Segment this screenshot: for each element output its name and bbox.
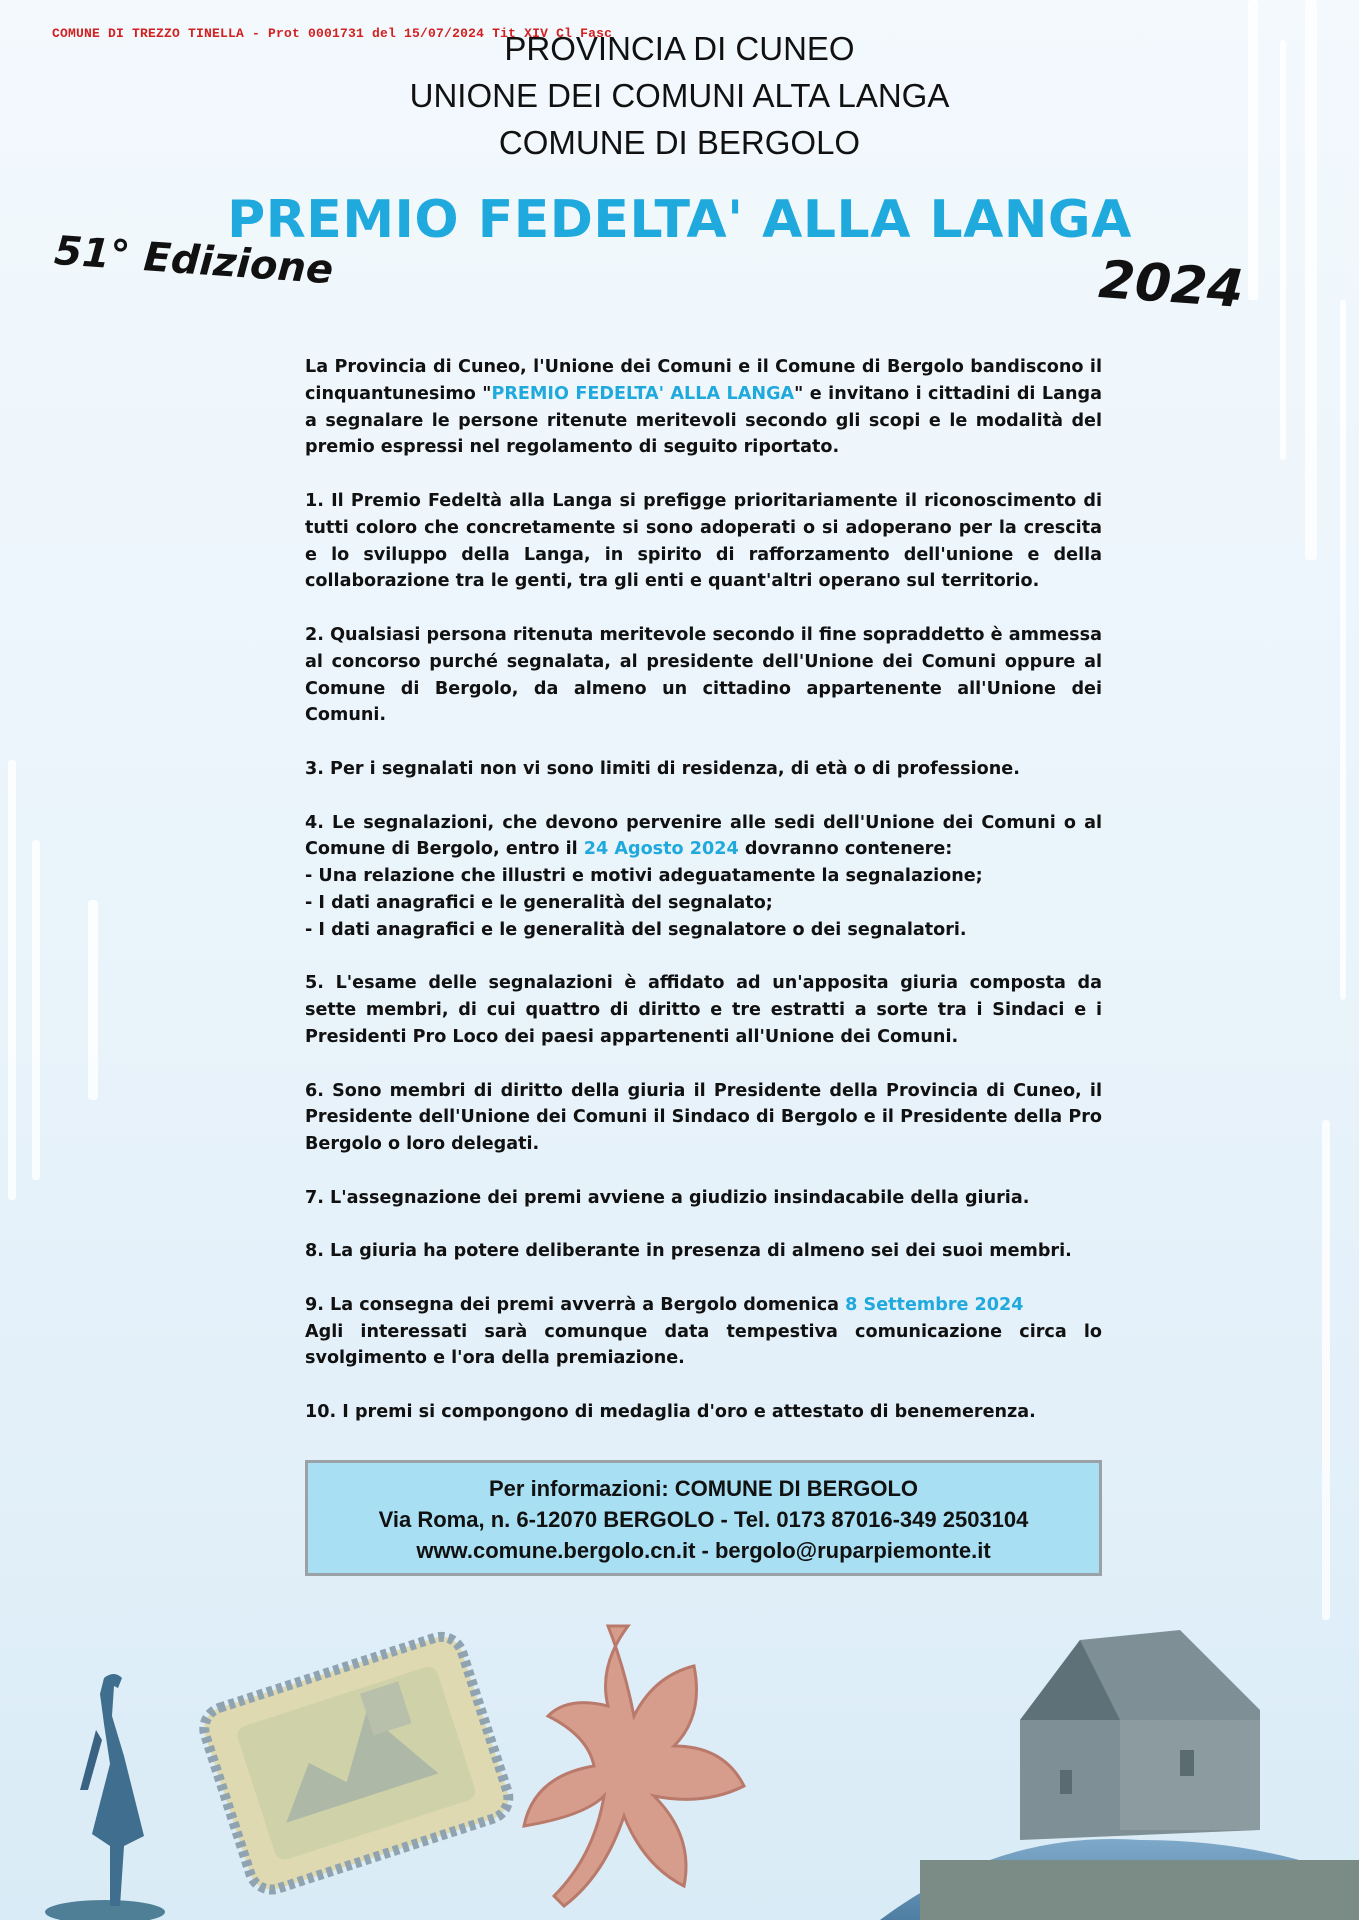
header-municipality: COMUNE DI BERGOLO (498, 124, 861, 161)
rule-9-date: 8 Settembre 2024 (845, 1294, 1024, 1315)
header-province: PROVINCIA DI CUNEO (504, 30, 855, 67)
intro-paragraph (305, 354, 1102, 461)
page-title: PREMIO FEDELTA' ALLA LANGA (227, 190, 1132, 250)
decorative-streak (1340, 300, 1346, 1000)
decorative-streak (88, 900, 98, 1100)
rule-4-item: - Una relazione che illustri e motivi adeguatamente la segnalazione; (305, 866, 983, 887)
rule-4-item: - I dati anagrafici e le generalità del segnalatore o dei segnalatori. (305, 919, 967, 940)
rule-4-item: - I dati anagrafici e le generalità del segnalato; (305, 892, 773, 913)
rule-3: 3. Per i segnalati non vi sono limiti di residenza, di età o di professione. (305, 758, 1020, 779)
info-contacts: www.comune.bergolo.cn.it - bergolo@ruparpiemonte.it (416, 1538, 991, 1563)
intro-text: La Provincia di Cuneo, l'Unione dei Comuni e il Comune di Bergolo bandiscono il cinquantunesimo " (305, 357, 1102, 404)
rule-1: 1. Il Premio Fedeltà alla Langa si prefigge prioritariamente il riconoscimento di tutti coloro che concretamente si sono adoperati o si adoperano per la crescita e lo sviluppo della Langa, in spirito di rafforzamento dell'unione e della collaborazione tra le genti, tra gli enti e quant'altri operano sul territorio. (305, 490, 1102, 592)
protocol-stamp: COMUNE DI TREZZO TINELLA - Prot 0001731 del 15/07/2024 Tit XIV Cl Fasc (52, 26, 613, 41)
rule-5: 5. L'esame delle segnalazioni è affidato ad un'apposita giuria composta da sette membri, di cui quattro di diritto e tre estratti a sorte tra i Sindaci e i Presidenti Pro Loco dei paesi appartenenti all'Unione dei Comuni. (305, 973, 1102, 1047)
header-union: UNIONE DEI COMUNI ALTA LANGA (409, 77, 950, 114)
decorative-streak (32, 840, 40, 1180)
rule-4 (305, 810, 1102, 944)
statue-illustration (45, 1674, 165, 1920)
rule-7: 7. L'assegnazione dei premi avviene a giudizio insindacabile della giuria. (305, 1187, 1030, 1208)
info-title: Per informazioni: COMUNE DI BERGOLO (488, 1476, 919, 1501)
intro-text-end: " e invitano i cittadini di Langa a segnalare le persone ritenute meritevoli secondo gli scopi e le modalità del premio espressi nel regolamento di seguito riportato. (305, 383, 1102, 458)
church-illustration (880, 1630, 1359, 1920)
rule-2: 2. Qualsiasi persona ritenuta meritevole secondo il fine sopraddetto è ammessa al concorso purché segnalata, al presidente dell'Unione dei Comuni oppure al Comune di Bergolo, da almeno un cittadino appartenente all'Unione dei Comuni. (305, 624, 1102, 726)
rule-4-deadline: 24 Agosto 2024 (583, 839, 739, 860)
rule-10: 10. I premi si compongono di medaglia d'oro e attestato di benemerenza. (305, 1402, 1036, 1423)
rule-6: 6. Sono membri di diritto della giuria il Presidente della Provincia di Cuneo, il Presidente dell'Unione dei Comuni il Sindaco di Bergolo e il Presidente della Pro Bergolo o loro delegati. (305, 1080, 1102, 1155)
rule-9-text: 9. La consegna dei premi avverrà a Bergolo domenica (305, 1294, 846, 1315)
rule-8: 8. La giuria ha potere deliberante in presenza di almeno sei dei suoi membri. (305, 1241, 1072, 1262)
rule-4-text-end: dovranno contenere: (738, 839, 953, 860)
bottom-illustrations (0, 1600, 1359, 1920)
year-label: 2024 (1096, 250, 1246, 320)
fig-leaf-illustration (524, 1626, 744, 1906)
rule-9-text-end: Agli interessati sarà comunque data tempestiva comunicazione circa lo svolgimento e l'ora della premiazione. (305, 1321, 1102, 1369)
decorative-streak (1322, 1120, 1330, 1620)
edition-label: 51° Edizione (52, 228, 335, 294)
info-address: Via Roma, n. 6-12070 BERGOLO - Tel. 0173 87016-349 2503104 (378, 1507, 1029, 1532)
intro-highlight: PREMIO FEDELTA' ALLA LANGA (491, 383, 795, 404)
decorative-streak (8, 760, 16, 1200)
rule-4-text: 4. Le segnalazioni, che devono pervenire alle sedi dell'Unione dei Comuni o al Comune di Bergolo, entro il (305, 812, 1102, 860)
info-box (305, 1460, 1102, 1576)
regulation-body (305, 354, 1102, 1453)
rule-9 (305, 1292, 1102, 1372)
plate-illustration (199, 1631, 514, 1895)
